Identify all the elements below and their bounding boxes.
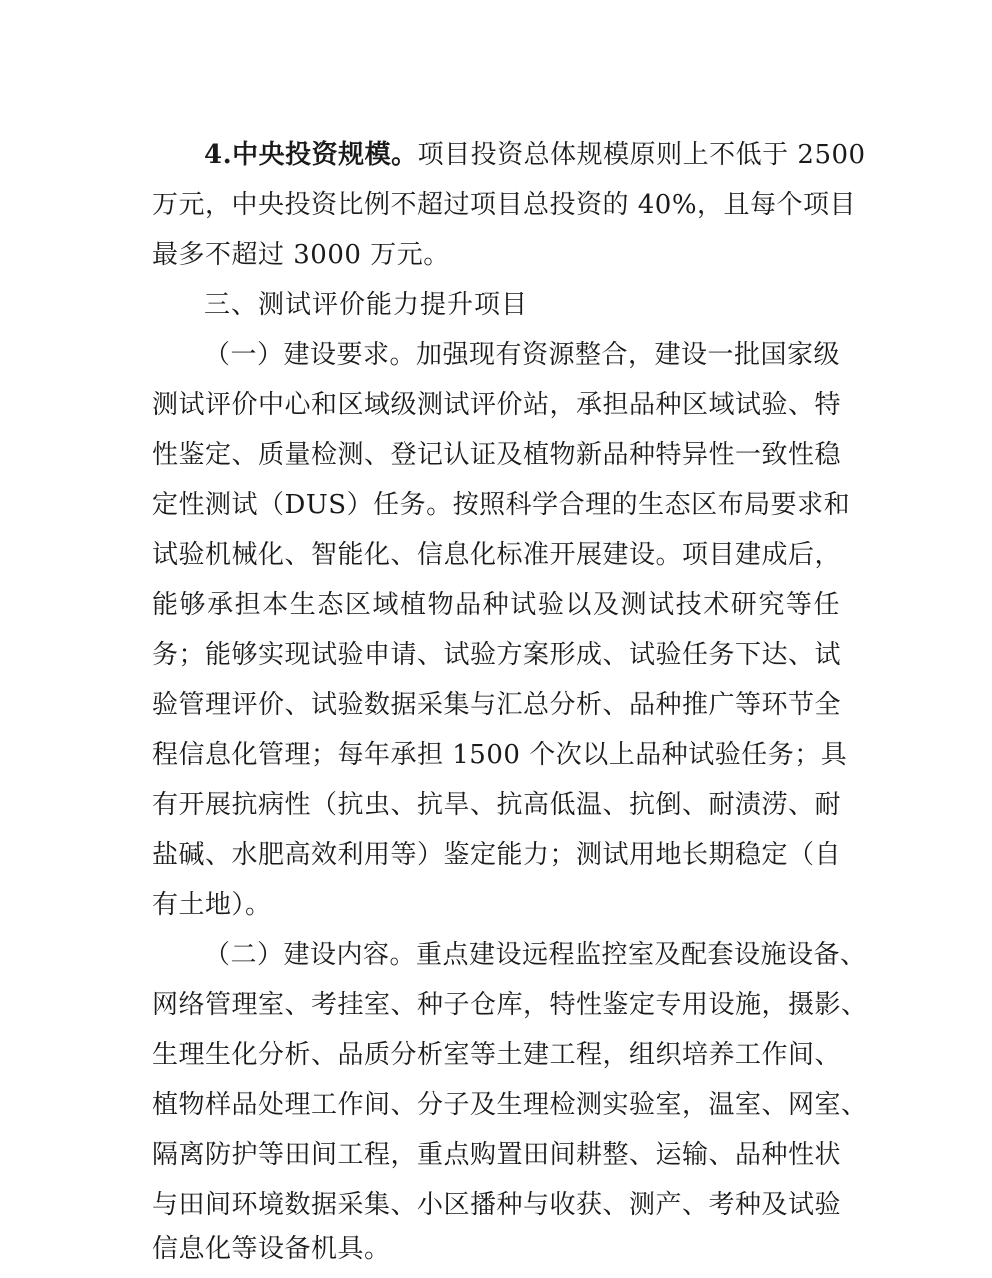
- paragraph-2-line-11: 盐碱、水肥高效利用等）鉴定能力；测试用地长期稳定（自: [152, 840, 842, 870]
- paragraph-1-line-3: 最多不超过 3000 万元。: [152, 240, 450, 270]
- paragraph-2-line-2: 测试评价中心和区域级测试评价站，承担品种区域试验、特: [152, 390, 842, 420]
- paragraph-2-line-12: 有土地）。: [152, 890, 272, 920]
- paragraph-2-line-7: 务；能够实现试验申请、试验方案形成、试验任务下达、试: [152, 640, 842, 670]
- paragraph-3-line-6: 与田间环境数据采集、小区播种与收获、测产、考种及试验: [152, 1190, 842, 1220]
- paragraph-2-line-6: 能够承担本生态区域植物品种试验以及测试技术研究等任: [152, 590, 840, 620]
- paragraph-2-line-9: 程信息化管理；每年承担 1500 个次以上品种试验任务；具: [152, 740, 848, 770]
- paragraph-2-line-1: （一）建设要求。加强现有资源整合，建设一批国家级: [204, 340, 841, 370]
- paragraph-3-line-2: 网络管理室、考挂室、种子仓库，特性鉴定专用设施，摄影、: [152, 990, 868, 1020]
- section-heading: 三、测试评价能力提升项目: [204, 290, 529, 320]
- paragraph-1-line-1: [204, 138, 866, 172]
- paragraph-3-line-4: 植物样品处理工作间、分子及生理检测实验室，温室、网室、: [152, 1090, 868, 1120]
- paragraph-1-line-1-text: 项目投资总体规模原则上不低于 2500: [417, 140, 866, 170]
- paragraph-3-line-1: （二）建设内容。重点建设远程监控室及配套设施设备、: [204, 940, 867, 970]
- paragraph-1-lead: 4.中央投资规模。: [204, 140, 418, 170]
- paragraph-2-line-3: 性鉴定、质量检测、登记认证及植物新品种特异性一致性稳: [152, 440, 842, 470]
- paragraph-1-line-2: 万元，中央投资比例不超过项目总投资的 40%，且每个项目: [152, 190, 857, 220]
- paragraph-3-line-3: 生理生化分析、品质分析室等土建工程，组织培养工作间、: [152, 1040, 842, 1070]
- paragraph-3-line-5: 隔离防护等田间工程，重点购置田间耕整、运输、品种性状: [152, 1140, 842, 1170]
- paragraph-2-line-8: 验管理评价、试验数据采集与汇总分析、品种推广等环节全: [152, 690, 842, 720]
- paragraph-2-line-4: 定性测试（DUS）任务。按照科学合理的生态区布局要求和: [152, 490, 851, 520]
- paragraph-2-line-5: 试验机械化、智能化、信息化标准开展建设。项目建成后，: [152, 540, 842, 570]
- paragraph-3-line-7: 信息化等设备机具。: [152, 1234, 391, 1264]
- paragraph-2-line-10: 有开展抗病性（抗虫、抗旱、抗高低温、抗倒、耐渍涝、耐: [152, 790, 842, 820]
